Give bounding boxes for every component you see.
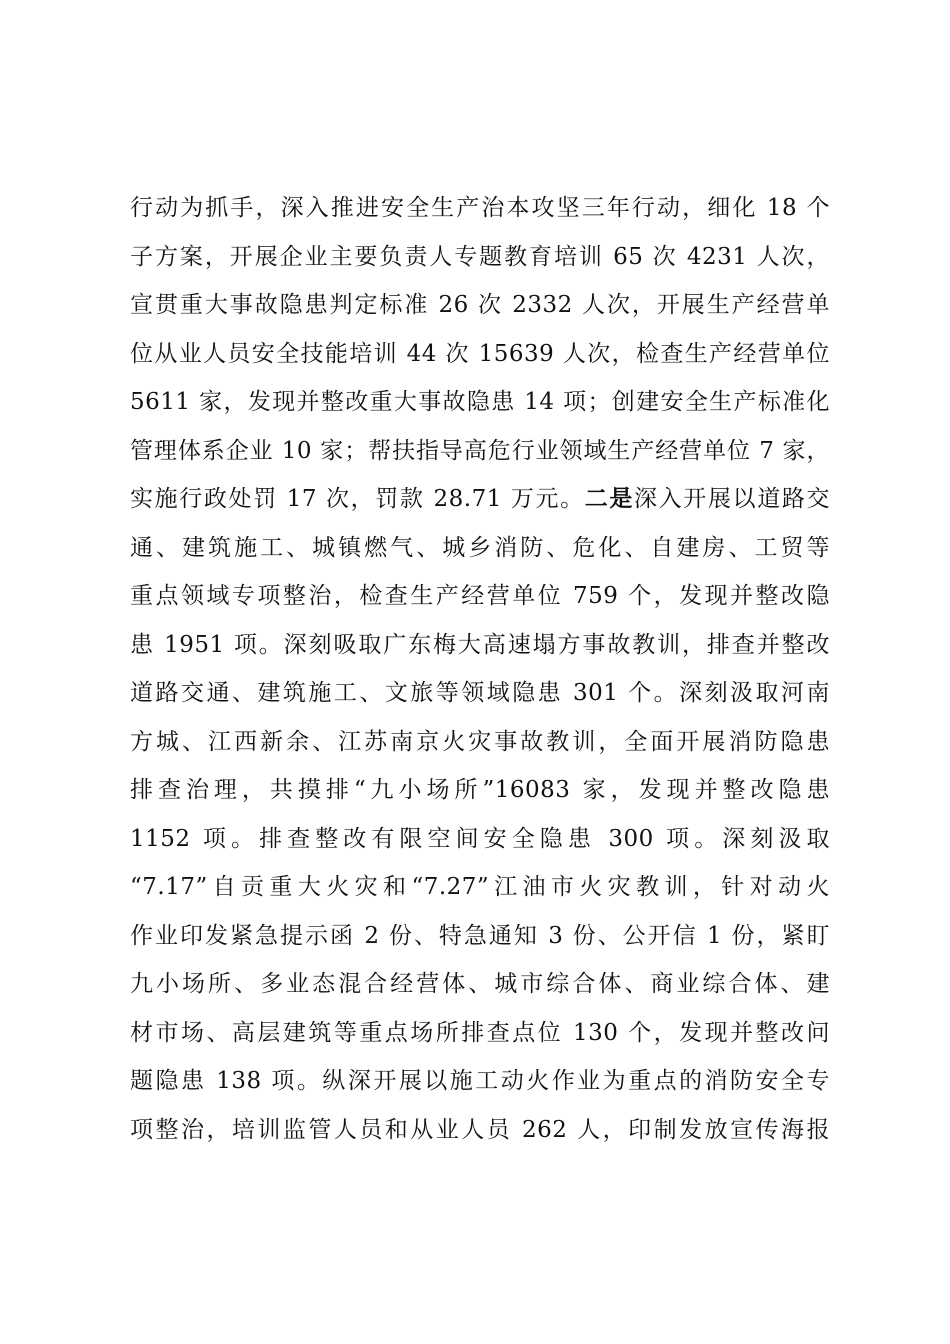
text-line: 材市场、高层建筑等重点场所排查点位 130 个，发现并整改问 [130,1019,830,1046]
text-line: 位从业人员安全技能培训 44 次 15639 人次，检查生产经营单位 [130,340,830,367]
bold-label: 二是 [584,486,635,512]
text-line: “7.17”自贡重大火灾和“7.27”江油市火灾教训，针对动火 [130,874,830,900]
text-line: 1152 项。排查整改有限空间安全隐患 300 项。深刻汲取 [130,825,830,852]
text-line: 九小场所、多业态混合经营体、城市综合体、商业综合体、建 [130,971,830,997]
text-line: 通、建筑施工、城镇燃气、城乡消防、危化、自建房、工贸等 [130,534,830,561]
text-line: 方城、江西新余、江苏南京火灾事故教训，全面开展消防隐患 [130,728,830,755]
text-segment: 实施行政处罚 17 次，罚款 28.71 万元。 [130,486,585,512]
text-segment: 深入开展以道路交 [634,486,831,512]
text-line: 道路交通、建筑施工、文旅等领域隐患 301 个。深刻汲取河南 [130,680,830,706]
text-line: 重点领域专项整治，检查生产经营单位 759 个，发现并整改隐 [130,583,830,609]
text-line: 项整治，培训监管人员和从业人员 262 人，印制发放宣传海报 [130,1116,830,1143]
text-line: 患 1951 项。深刻吸取广东梅大高速塌方事故教训，排查并整改 [130,631,830,658]
text-line: 作业印发紧急提示函 2 份、特急通知 3 份、公开信 1 份，紧盯 [130,922,830,949]
text-line: 宣贯重大事故隐患判定标准 26 次 2332 人次，开展生产经营单 [130,292,830,318]
text-line: 排查治理，共摸排“九小场所”16083 家，发现并整改隐患 [130,777,830,803]
text-line: 5611 家，发现并整改重大事故隐患 14 项；创建安全生产标准化 [130,389,830,415]
text-line: 行动为抓手，深入推进安全生产治本攻坚三年行动，细化 18 个 [130,195,830,221]
text-line: 题隐患 138 项。纵深开展以施工动火作业为重点的消防安全专 [130,1068,830,1094]
text-line: 管理体系企业 10 家；帮扶指导高危行业领域生产经营单位 7 家， [130,437,830,464]
text-line: 子方案，开展企业主要负责人专题教育培训 65 次 4231 人次， [130,243,830,270]
body-paragraph [130,184,830,1154]
text-line [130,475,830,524]
